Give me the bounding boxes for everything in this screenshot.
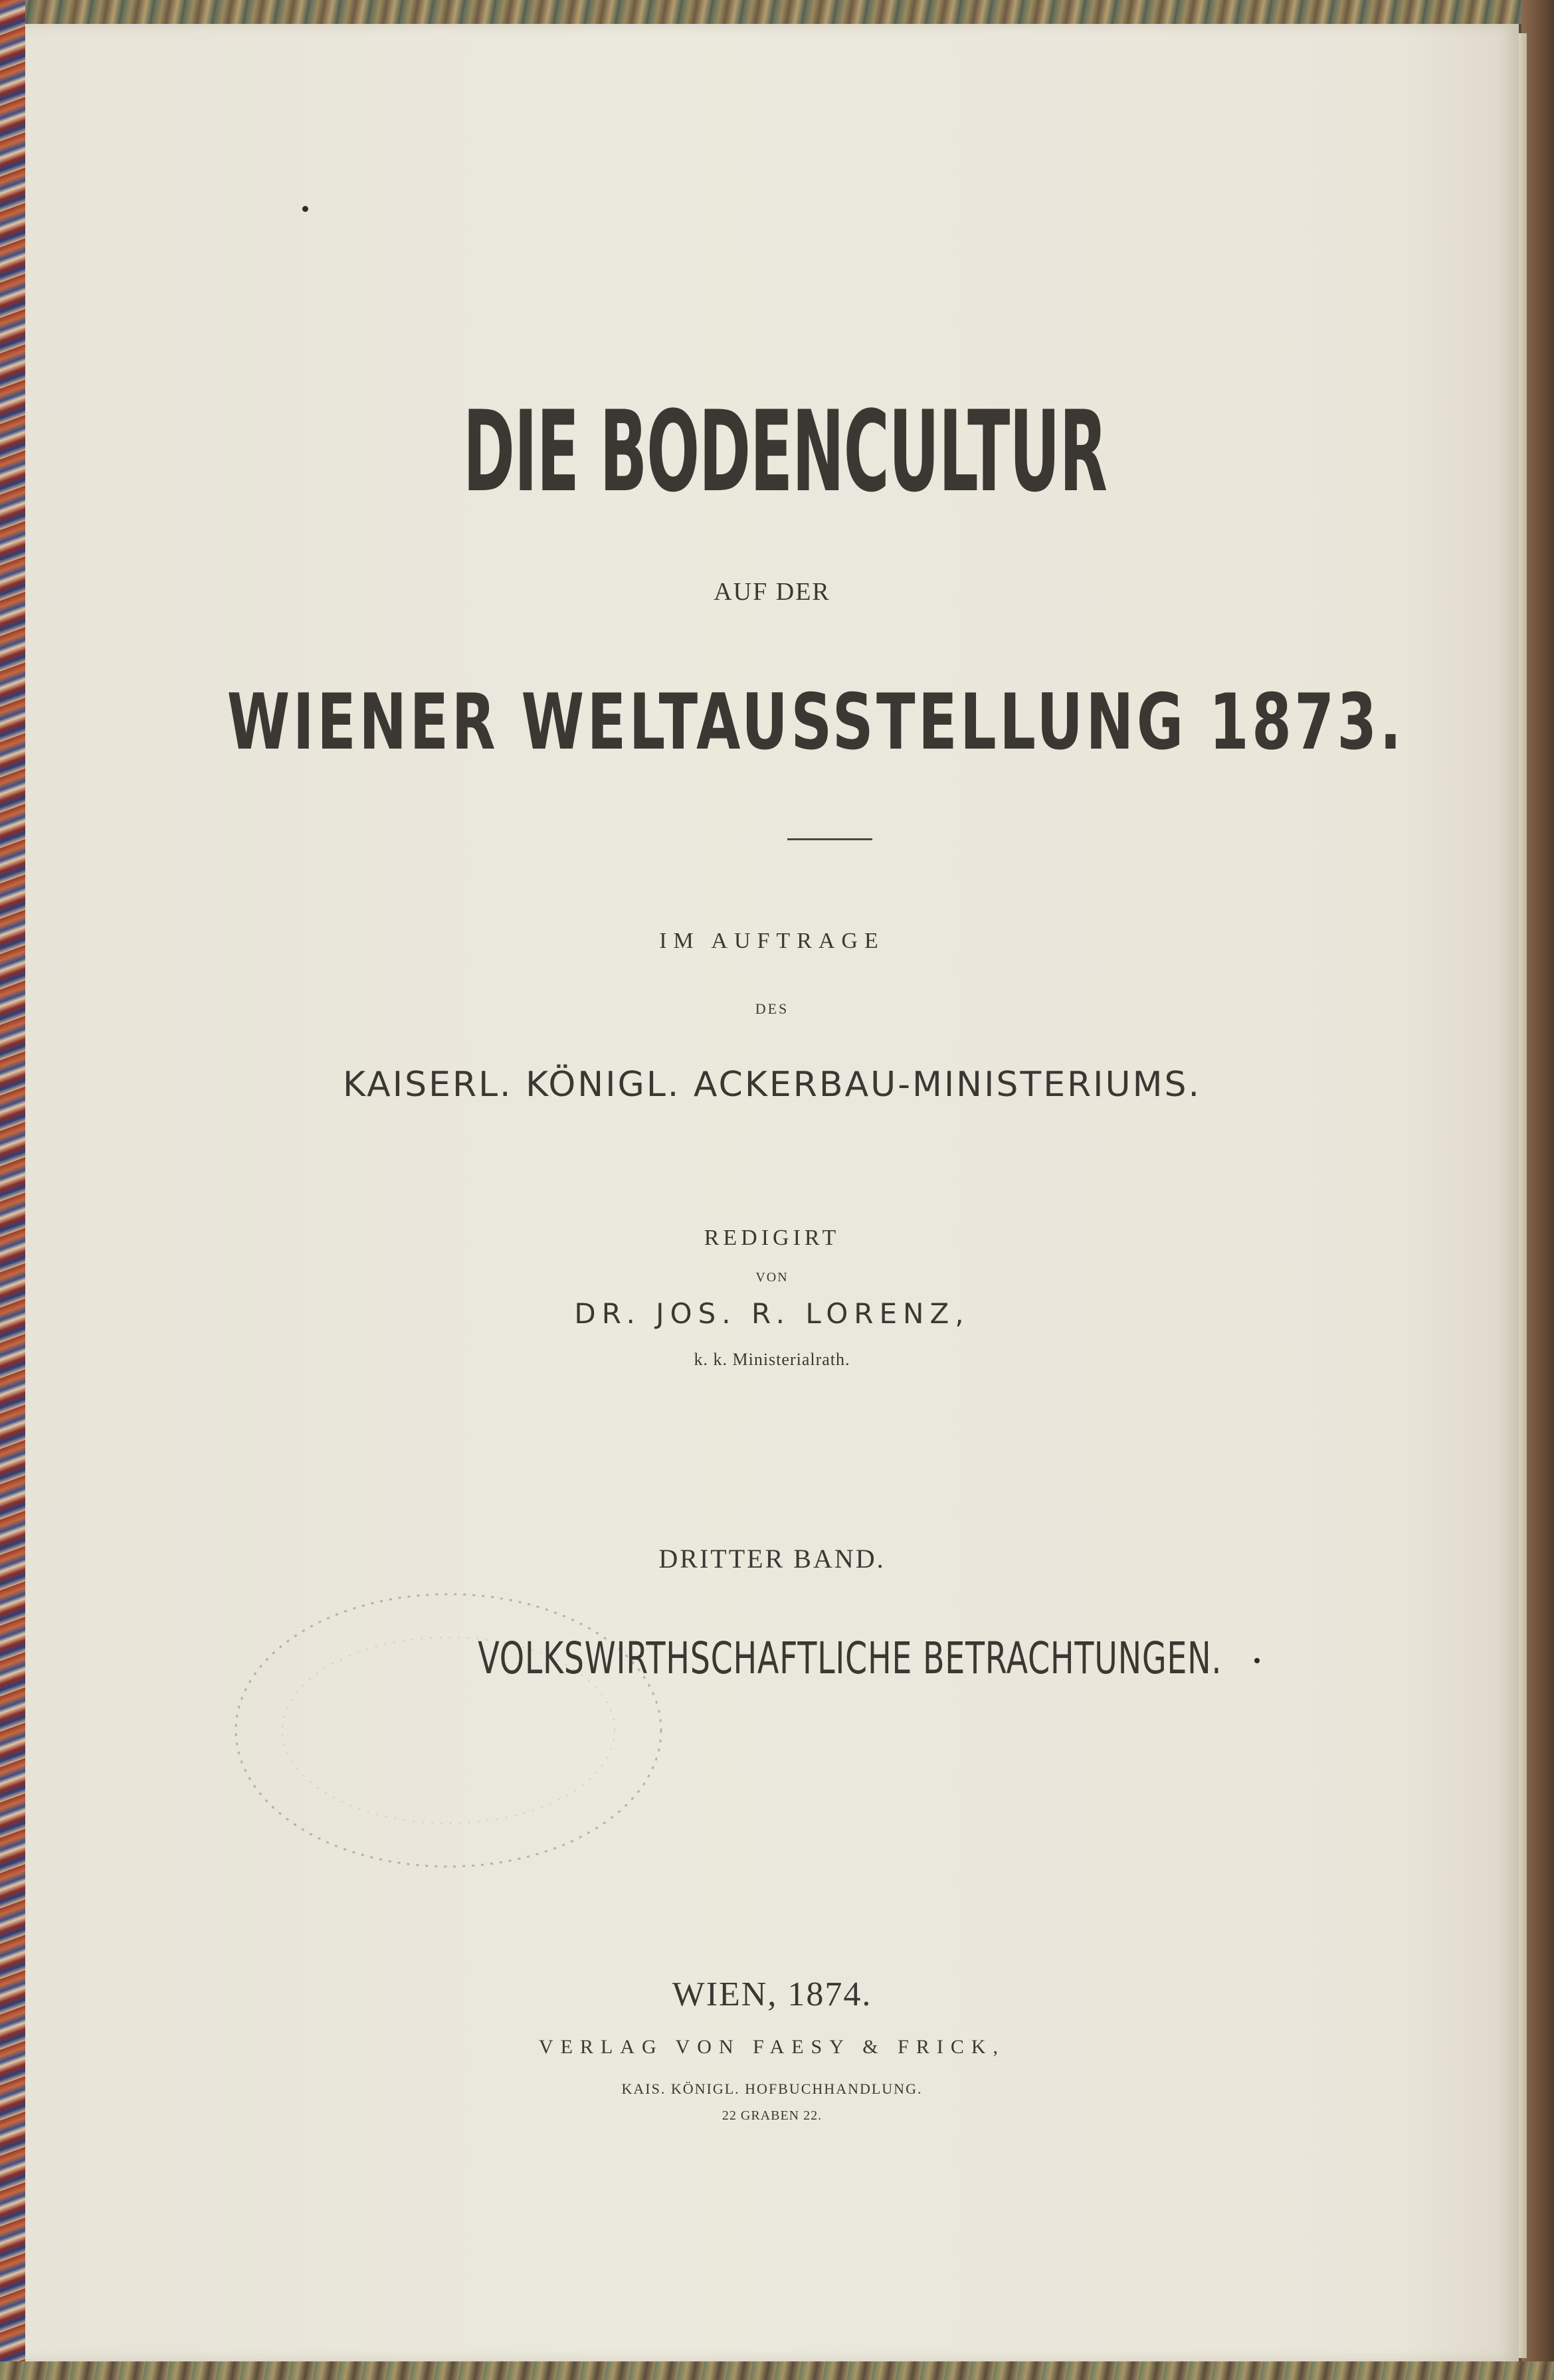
ministry-line: KAISERL. KÖNIGL. ACKERBAU-MINISTERIUMS. [343, 1065, 1201, 1105]
book-board-top [0, 0, 1554, 24]
marbled-endpaper-left [0, 0, 25, 2380]
edited-line: REDIGIRT [704, 1226, 840, 1250]
imprint-address: 22 GRABEN 22. [722, 2108, 823, 2123]
page-edge [1519, 33, 1527, 2358]
divider-rule [787, 838, 872, 840]
volume-number: DRITTER BAND. [658, 1544, 886, 1574]
book-board-bottom [0, 2361, 1554, 2380]
second-title: WIENER WELTAUSSTELLUNG 1873. [227, 678, 1405, 767]
imprint-bookshop: KAIS. KÖNIGL. HOFBUCHHANDLUNG. [621, 2080, 923, 2097]
editor-role: k. k. Ministerialrath. [694, 1350, 850, 1369]
imprint-publisher: VERLAG VON FAESY & FRICK, [539, 2036, 1005, 2058]
main-title: DIE BODENCULTUR [462, 387, 1107, 517]
edited-by-line: VON [755, 1270, 789, 1285]
editor-name: DR. JOS. R. LORENZ, [574, 1297, 970, 1330]
volume-title: VOLKSWIRTHSCHAFTLICHE BETRACHTUNGEN. [478, 1633, 1222, 1684]
imprint-city-year: WIEN, 1874. [672, 1975, 872, 2013]
commission-line: IM AUFTRAGE [659, 929, 885, 953]
ink-speck [302, 206, 308, 212]
title-connector: AUF DER [714, 578, 830, 606]
commission-of-line: DES [755, 1000, 789, 1017]
